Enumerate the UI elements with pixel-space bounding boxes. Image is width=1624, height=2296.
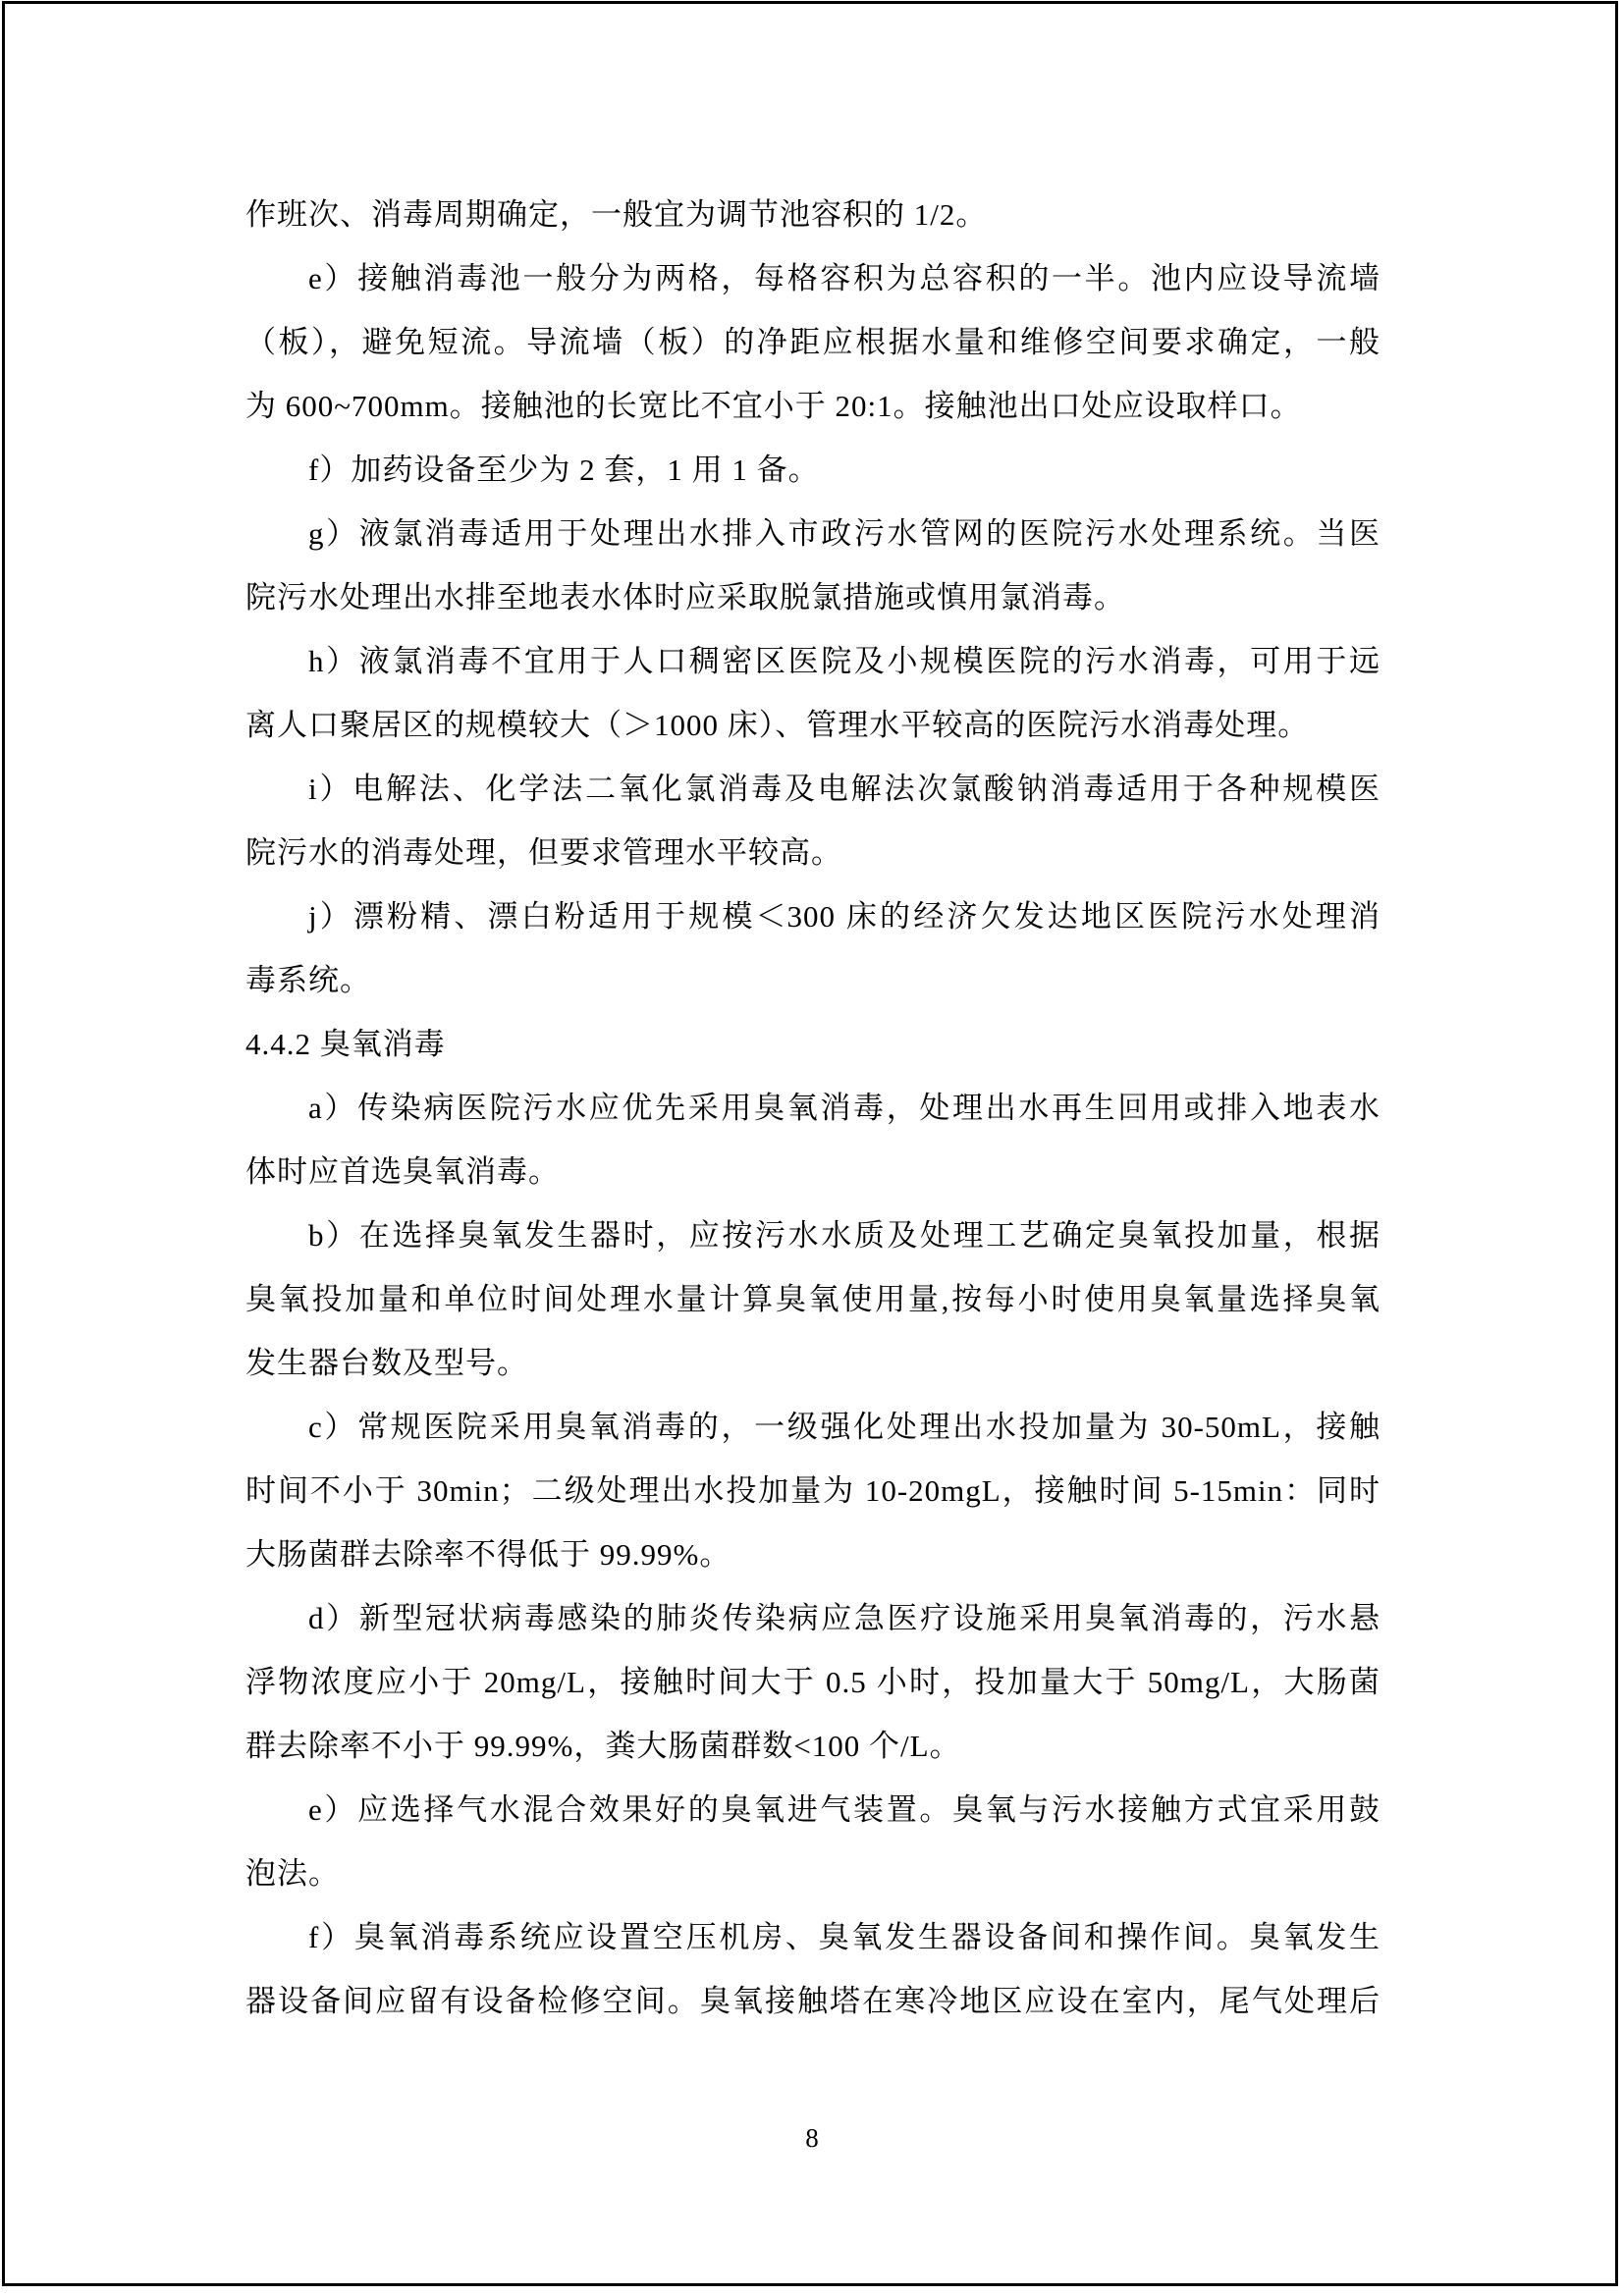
document-line: 浮物浓度应小于 20mg/L，接触时间大于 0.5 小时，投加量大于 50mg/L，大肠菌 [245, 1665, 1380, 1699]
document-body [245, 183, 1380, 2033]
document-line: 作班次、消毒周期确定，一般宜为调节池容积的 1/2。 [245, 197, 988, 232]
document-line: 毒系统。 [245, 963, 371, 997]
document-line: i）电解法、化学法二氧化氯消毒及电解法次氯酸钠消毒适用于各种规模医 [308, 772, 1380, 806]
document-line: 体时应首选臭氧消毒。 [245, 1154, 560, 1189]
document-line: 大肠菌群去除率不得低于 99.99%。 [245, 1537, 731, 1572]
document-line: 臭氧投加量和单位时间处理水量计算臭氧使用量,按每小时使用臭氧量选择臭氧 [245, 1282, 1380, 1316]
document-line: 发生器台数及型号。 [245, 1346, 528, 1380]
document-line: e）应选择气水混合效果好的臭氧进气装置。臭氧与污水接触方式宜采用鼓 [308, 1792, 1380, 1827]
document-line: f）臭氧消毒系统应设置空压机房、臭氧发生器设备间和操作间。臭氧发生 [308, 1920, 1380, 1954]
document-line: h）液氯消毒不宜用于人口稠密区医院及小规模医院的污水消毒，可用于远 [308, 644, 1380, 678]
document-line: d）新型冠状病毒感染的肺炎传染病应急医疗设施采用臭氧消毒的，污水悬 [308, 1601, 1380, 1635]
document-line: （板），避免短流。导流墙（板）的净距应根据水量和维修空间要求确定，一般 [245, 325, 1380, 359]
document-line: b）在选择臭氧发生器时，应按污水水质及处理工艺确定臭氧投加量，根据 [308, 1218, 1380, 1253]
document-line: j）漂粉精、漂白粉适用于规模＜300 床的经济欠发达地区医院污水处理消 [308, 899, 1380, 934]
document-line: 群去除率不小于 99.99%，粪大肠菌群数<100 个/L。 [245, 1729, 961, 1763]
document-line: f）加药设备至少为 2 套，1 用 1 备。 [308, 453, 820, 487]
document-line: a）传染病医院污水应优先采用臭氧消毒，处理出水再生回用或排入地表水 [308, 1091, 1380, 1125]
document-line: c）常规医院采用臭氧消毒的，一级强化处理出水投加量为 30-50mL，接触 [308, 1410, 1380, 1444]
document-line: 院污水的消毒处理，但要求管理水平较高。 [245, 835, 842, 870]
document-line: 时间不小于 30min；二级处理出水投加量为 10-20mgL，接触时间 5-15min：同时 [245, 1473, 1380, 1508]
document-line: 离人口聚居区的规模较大（＞1000 床）、管理水平较高的医院污水消毒处理。 [245, 708, 1310, 742]
document-line: 为 600~700mm。接触池的长宽比不宜小于 20:1。接触池出口处应设取样口。 [245, 389, 1302, 423]
document-line: g）液氯消毒适用于处理出水排入市政污水管网的医院污水处理系统。当医 [308, 516, 1380, 551]
document-line: 4.4.2 臭氧消毒 [245, 1027, 446, 1061]
document-line: 泡法。 [245, 1856, 340, 1891]
page-number: 8 [805, 2123, 819, 2153]
document-line: e）接触消毒池一般分为两格，每格容积为总容积的一半。池内应设导流墙 [308, 261, 1380, 295]
document-line: 器设备间应留有设备检修空间。臭氧接触塔在寒冷地区应设在室内，尾气处理后 [245, 1984, 1380, 2018]
document-line: 院污水处理出水排至地表水体时应采取脱氯措施或慎用氯消毒。 [245, 580, 1125, 614]
